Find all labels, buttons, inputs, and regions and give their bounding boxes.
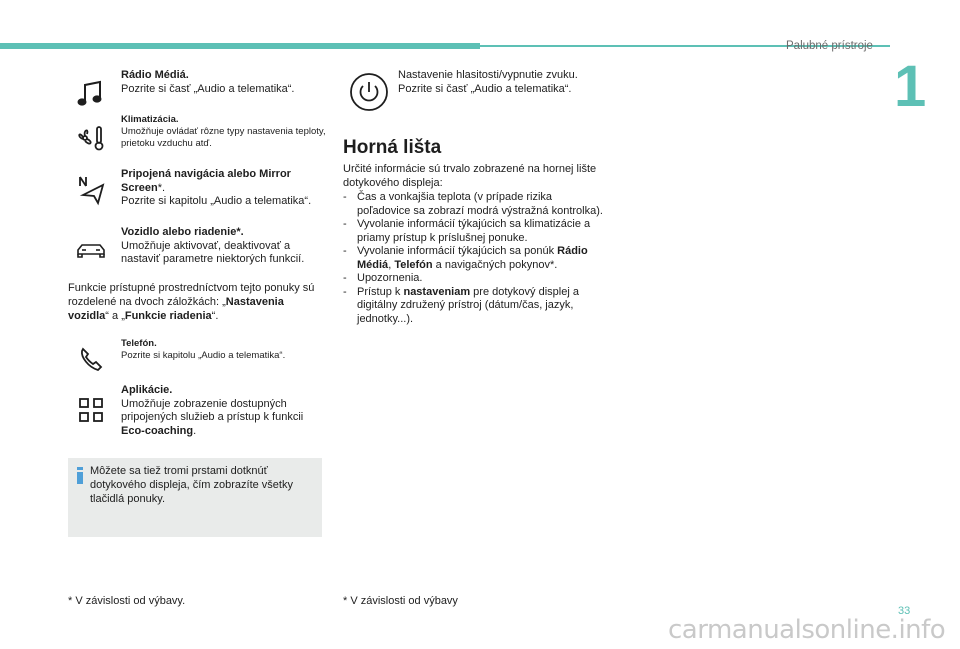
section-title: Palubné prístroje [786, 40, 873, 52]
info-icon [77, 467, 83, 484]
footnote-left: * V závislosti od výbavy. [68, 595, 186, 607]
radio-media-text: Pozrite si časť „Audio a telematika“. [121, 82, 295, 95]
radio-media-title: Rádio Médiá. [121, 69, 189, 81]
list-item: - Prístup k nastaveniam pre dotykový displej a digitálny združený prístroj (dátum/čas, jazyk, jednotky...). [343, 285, 579, 325]
list-item: - Vyvolanie informácií týkajúcich sa klimatizácie a priamy prístup k príslušnej ponuke. [343, 218, 603, 245]
list-item-bold: Telefón [394, 258, 433, 271]
intro-paragraph [68, 281, 324, 323]
list-item-text: Čas a vonkajšia teplota (v prípade rizika poľadovice sa zobrazí modrá výstražná kontrolka). [357, 191, 603, 217]
list-item-bold: nastaveniam [403, 285, 471, 298]
apps-text-end: . [193, 424, 197, 437]
intro-text-2: “ a „ [105, 310, 125, 322]
list-item-text: a navigačných pokynov*. [432, 258, 558, 271]
climate-text: Umožňuje ovládať rôzne typy nastavenia teploty, prietoku vzduchu atď. [121, 126, 326, 149]
power-icon [348, 71, 390, 113]
vehicle-item [121, 226, 326, 267]
list-item-text: , [388, 258, 395, 271]
note-box [68, 458, 322, 537]
list-item-text: Prístup k [357, 285, 404, 298]
apps-grid-icon [71, 390, 111, 430]
music-note-icon [71, 74, 111, 114]
car-icon [71, 230, 111, 270]
watermark: carmanualsonline.info [668, 615, 946, 645]
page-number: 33 [898, 605, 911, 617]
navigation-item [121, 168, 326, 209]
vehicle-text: Umožňuje aktivovať, deaktivovať a nastaviť parametre niektorých funkcií. [121, 239, 305, 265]
navigation-title: Pripojená navigácia alebo Mirror Screen [121, 168, 291, 194]
vehicle-title: Vozidlo alebo riadenie*. [121, 226, 244, 238]
top-bar-intro: Určité informácie sú trvalo zobrazené na hornej lište dotykového displeja: [343, 163, 597, 189]
list-item-text: Vyvolanie informácií týkajúcich sa ponúk [357, 245, 558, 257]
list-item: - Vyvolanie informácií týkajúcich sa ponúk Rádio Médiá, Telefón a navigačných pokynov*. [343, 245, 588, 271]
phone-text: Pozrite si kapitolu „Audio a telematika“. [121, 350, 286, 361]
footnote-right: * V závislosti od výbavy [343, 595, 458, 607]
apps-text: Umožňuje zobrazenie dostupných pripojených služieb a prístup k funkcii [121, 397, 304, 423]
apps-item [121, 384, 326, 438]
note-text: Môžete sa tiež tromi prstami dotknúť dotykového displeja, čím zobrazíte všetky tlačidlá ponuky. [90, 465, 293, 505]
top-bar-list [343, 191, 603, 326]
navigation-text: Pozrite si kapitolu „Audio a telematika“. [121, 195, 312, 207]
intro-tab-vehicle-settings: Nastavenia vozidla [68, 296, 284, 322]
phone-handset-icon [71, 340, 111, 380]
list-item-bold: Rádio Médiá [357, 245, 588, 271]
navigation-title-suffix: *. [157, 181, 166, 194]
navigation-arrow-icon [71, 170, 111, 210]
apps-title: Aplikácie. [121, 384, 173, 396]
list-item: - Čas a vonkajšia teplota (v prípade rizika poľadovice sa zobrazí modrá výstražná kontrolka). [343, 191, 603, 217]
apps-text-bold: Eco-coaching [121, 424, 194, 437]
list-item-text: pre dotykový displej a digitálny združený prístroj (dátum/čas, jazyk, jednotky...). [357, 285, 579, 325]
list-item-text: Upozornenia. [357, 272, 423, 284]
phone-item [121, 338, 326, 362]
section-heading: Horná lišta [343, 137, 442, 158]
climate-item [121, 114, 326, 150]
fan-thermometer-icon [71, 118, 111, 158]
phone-title: Telefón. [121, 338, 157, 349]
intro-text-1: Funkcie prístupné prostredníctvom tejto ponuky sú rozdelené na dvoch záložkách: „ [68, 282, 315, 308]
volume-item: Nastavenie hlasitosti/vypnutie zvuku. Pozrite si časť „Audio a telematika“. [398, 69, 578, 95]
header-accent-bar [0, 43, 480, 49]
list-item: - Upozornenia. [343, 272, 423, 284]
intro-tab-driving-functions: Funkcie riadenia [124, 310, 212, 322]
climate-title: Klimatizácia. [121, 114, 179, 125]
chapter-number: 1 [894, 54, 927, 119]
intro-text-3: “. [211, 310, 219, 322]
radio-media-item [121, 69, 326, 96]
list-item-text: Vyvolanie informácií týkajúcich sa klimatizácie a priamy prístup k príslušnej ponuke. [357, 218, 591, 244]
